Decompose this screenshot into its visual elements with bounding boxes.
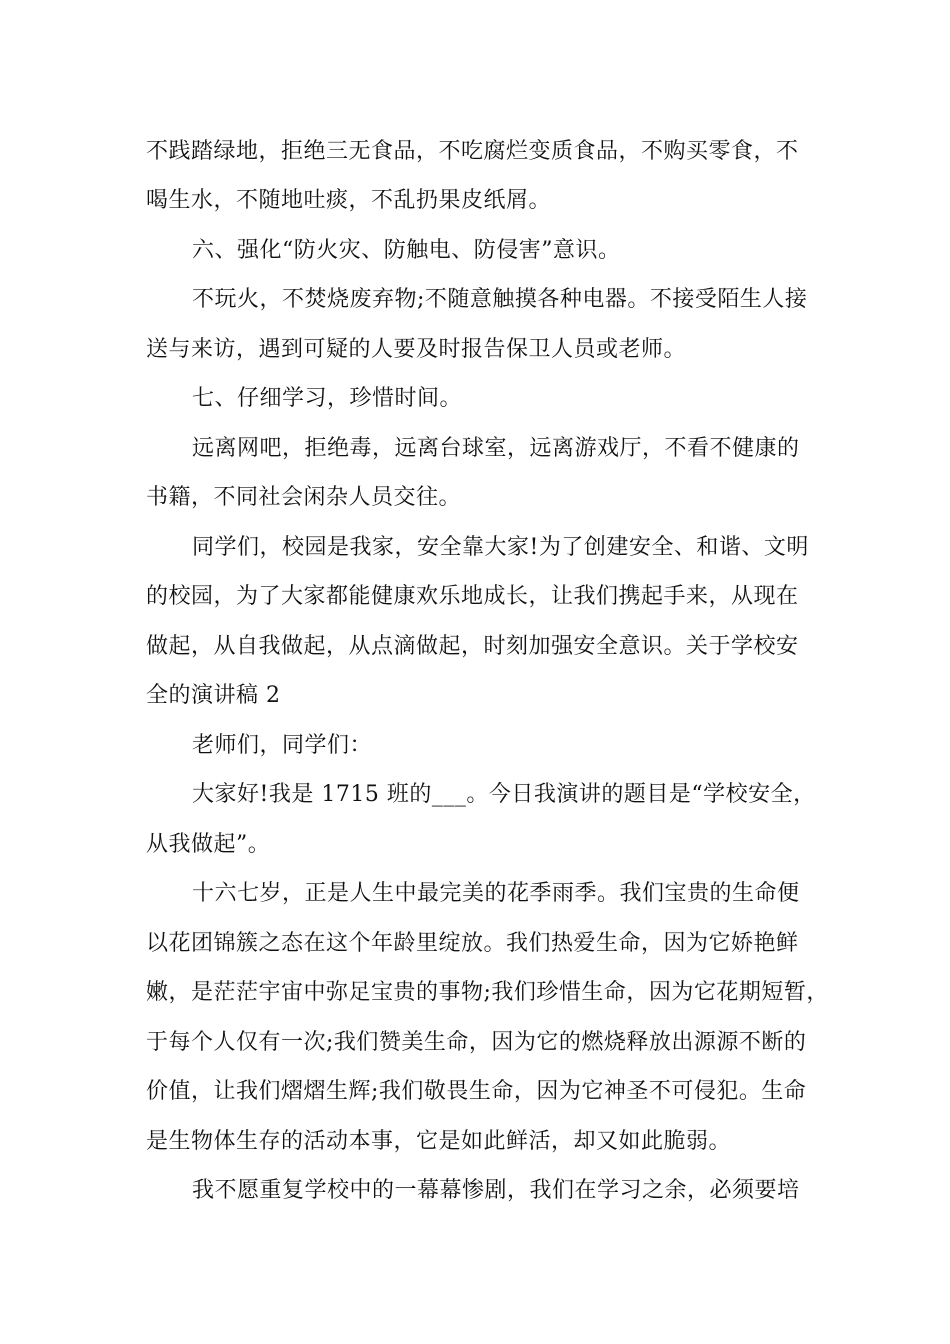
text-line: 做起，从自我做起，从点滴做起，时刻加强安全意识。关于学校安 — [146, 634, 799, 659]
section-heading: 七、仔细学习，珍惜时间。 — [192, 386, 463, 411]
text-line: 大家好!我是 1715 班的___。今日我演讲的题目是“学校安全， — [192, 782, 816, 807]
text-line: 从我做起”。 — [146, 832, 271, 857]
text-line: 的校园，为了大家都能健康欢乐地成长，让我们携起手来，从现在 — [146, 584, 799, 609]
text-line: 喝生水，不随地吐痰，不乱扔果皮纸屑。 — [146, 188, 552, 213]
text-line: 于每个人仅有一次;我们赞美生命，因为它的燃烧释放出源源不断的 — [146, 1030, 807, 1055]
text-line: 以花团锦簇之态在这个年龄里绽放。我们热爱生命，因为它娇艳鲜 — [146, 931, 799, 956]
text-line: 价值，让我们熠熠生辉;我们敬畏生命，因为它神圣不可侵犯。生命 — [146, 1079, 807, 1104]
text-line: 送与来访，遇到可疑的人要及时报告保卫人员或老师。 — [146, 337, 687, 362]
text-line: 不践踏绿地，拒绝三无食品，不吃腐烂变质食品，不购买零食，不 — [146, 139, 799, 164]
text-line: 我不愿重复学校中的一幕幕惨剧，我们在学习之余，必须要培 — [192, 1178, 800, 1203]
salutation-line: 老师们，同学们： — [192, 733, 373, 758]
text-line: 嫩，是茫茫宇宙中弥足宝贵的事物;我们珍惜生命，因为它花期短暂， — [146, 980, 829, 1005]
section-heading: 六、强化“防火灾、防触电、防侵害”意识。 — [192, 238, 621, 263]
text-line: 不玩火，不焚烧废弃物;不随意触摸各种电器。不接受陌生人接 — [192, 287, 808, 312]
text-line: 远离网吧，拒绝毒，远离台球室，远离游戏厅，不看不健康的 — [192, 436, 800, 461]
text-line: 全的演讲稿 2 — [146, 683, 281, 708]
text-line: 十六七岁，正是人生中最完美的花季雨季。我们宝贵的生命便 — [192, 881, 800, 906]
text-line: 同学们，校园是我家，安全靠大家!为了创建安全、和谐、文明 — [192, 535, 809, 560]
text-line: 是生物体生存的活动本事，它是如此鲜活，却又如此脆弱。 — [146, 1129, 732, 1154]
text-line: 书籍，不同社会闲杂人员交往。 — [146, 485, 462, 510]
